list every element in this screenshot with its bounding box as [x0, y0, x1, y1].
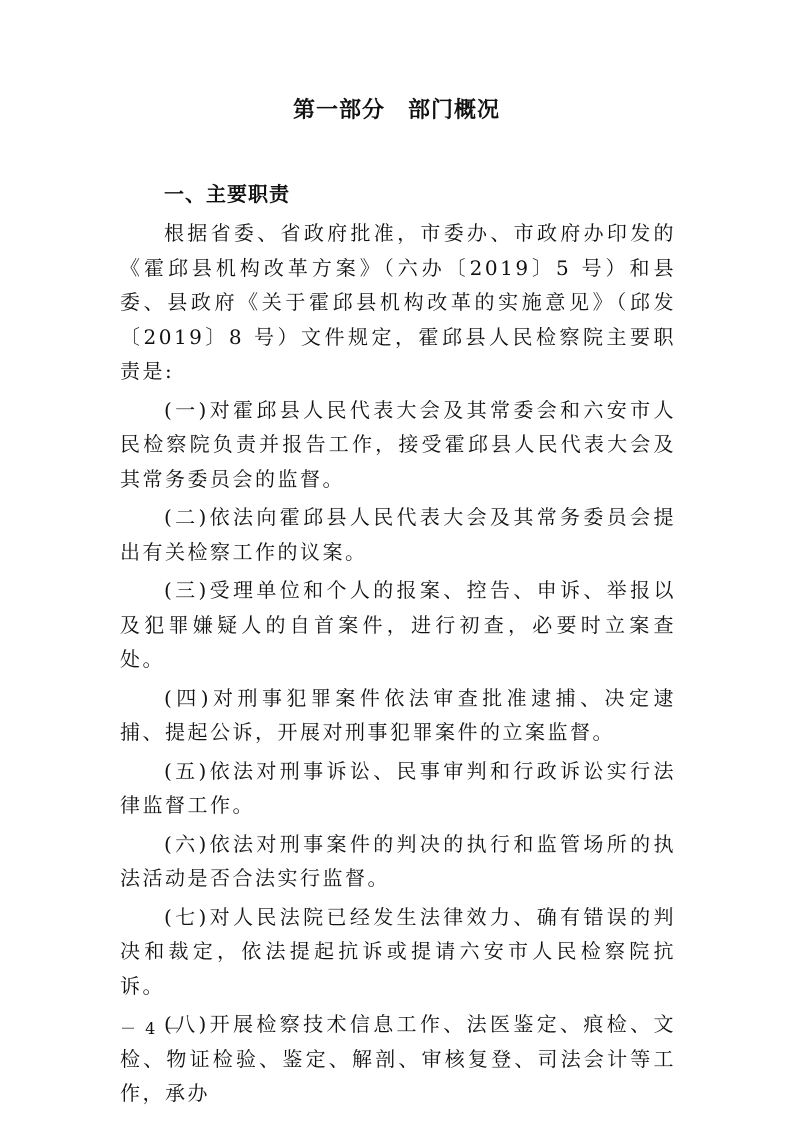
page-number: － 4 －: [120, 1019, 183, 1038]
paragraph-duty-5: (五)依法对刑事诉讼、民事审判和行政诉讼实行法律监督工作。: [120, 758, 676, 817]
paragraph-duty-1: (一)对霍邱县人民代表大会及其常委会和六安市人民检察院负责并报告工作，接受霍邱县人民代表大会及其常务委员会的监督。: [120, 397, 676, 491]
section-heading: 一、主要职责: [164, 182, 290, 206]
paragraph-duty-6: (六)依法对刑事案件的判决的执行和监管场所的执法活动是否合法实行监督。: [120, 831, 676, 890]
paragraph-duty-7: (七)对人民法院已经发生法律效力、确有错误的判决和裁定，依法提起抗诉或提请六安市人民检察院抗诉。: [120, 904, 676, 998]
page-title: 第一部分 部门概况: [292, 98, 500, 123]
body-text: [120, 216, 676, 1115]
paragraph-duty-4: (四)对刑事犯罪案件依法审查批准逮捕、决定逮捕、提起公诉，开展对刑事犯罪案件的立案监督。: [120, 685, 676, 744]
paragraph-intro: 根据省委、省政府批准，市委办、市政府办印发的《霍邱县机构改革方案》（六办〔2019〕5 号）和县委、县政府《关于霍邱县机构改革的实施意见》（邱发〔2019〕8 号）文件规定，霍邱县人民检察院主要职责是:: [120, 221, 676, 383]
paragraph-duty-3: (三)受理单位和个人的报案、控告、申诉、举报以及犯罪嫌疑人的自首案件，进行初查，必要时立案查处。: [120, 578, 676, 671]
paragraph-duty-8: (八)开展检察技术信息工作、法医鉴定、痕检、文检、物证检验、鉴定、解剖、审核复登、司法会计等工作，承办: [120, 1012, 676, 1105]
paragraph-duty-2: (二)依法向霍邱县人民代表大会及其常务委员会提出有关检察工作的议案。: [120, 505, 676, 564]
